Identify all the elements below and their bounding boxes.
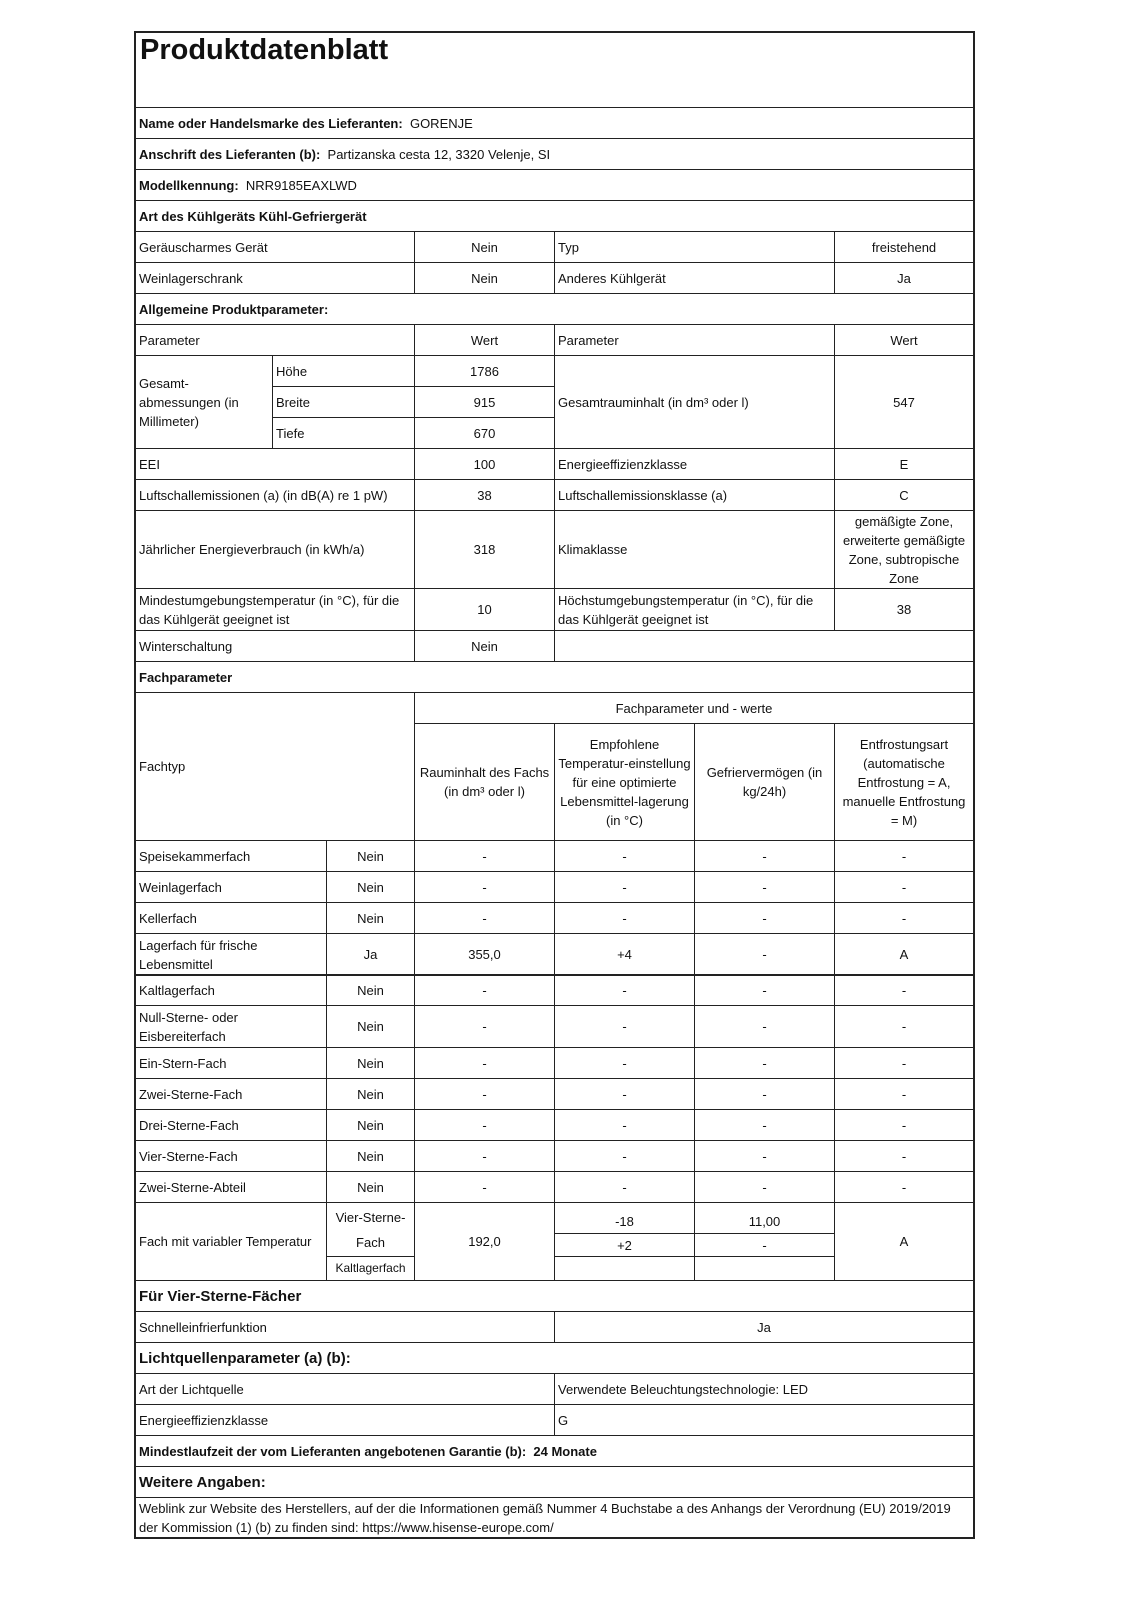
compartment-present: Nein [326,1171,415,1203]
compartment-name: Zwei-Sterne-Abteil [135,1171,327,1203]
compartment-name: Zwei-Sterne-Fach [135,1078,327,1110]
supplier-name-row [135,107,974,139]
noise-class-label: Luftschallemissionsklasse (a) [554,479,835,511]
height-label: Höhe [272,355,415,387]
other-device-label: Anderes Kühlgerät [554,262,835,294]
compartment-freeze: - [694,933,835,976]
winter-value: Nein [414,630,555,662]
compartment-volume: - [414,1005,555,1048]
total-volume-value: 547 [834,355,974,449]
col-value-header-2: Wert [834,324,974,356]
compartment-name: Kaltlagerfach [135,974,327,1006]
compartment-name: Kellerfach [135,902,327,934]
device-type-heading: Art des Kühlgeräts Kühl-Gefriergerät [135,200,974,232]
title-text: Produktdatenblatt [140,34,389,66]
light-class-label: Energieeffizienzklasse [135,1404,555,1436]
compartment-present: Nein [326,974,415,1006]
compartment-defrost: - [834,902,974,934]
page-title [135,32,974,108]
energy-class-label: Energieeffizienzklasse [554,448,835,480]
quiet-device-value: Nein [414,231,555,263]
compartment-name: Weinlagerfach [135,871,327,903]
compartment-volume: 355,0 [414,933,555,976]
compartment-freeze: - [694,1140,835,1172]
compartment-volume: - [414,902,555,934]
energy-class-value: E [834,448,974,480]
total-volume-label: Gesamtrauminhalt (in dm³ oder l) [554,355,835,449]
compartment-volume: - [414,974,555,1006]
compartment-freeze: - [694,871,835,903]
model-value: NRR9185EAXLWD [245,177,357,193]
noise-label: Luftschallemissionen (a) (in dB(A) re 1 pW) [135,479,415,511]
compartment-defrost: - [834,1047,974,1079]
noise-value: 38 [414,479,555,511]
model-label: Modellkennung: [139,177,239,193]
compartment-present: Nein [326,1047,415,1079]
compartment-volume: - [414,1047,555,1079]
compartments-heading: Fachparameter [135,661,974,693]
general-params-heading: Allgemeine Produktparameter: [135,293,974,325]
col-defrost-header: Entfrostungsart (automatische Entfrostung = A, manuelle Entfrostung = M) [834,723,974,841]
variable-sub2-label: Kaltlagerfach [326,1256,415,1281]
type-label: Typ [554,231,835,263]
compartment-present: Nein [326,1005,415,1048]
eei-value: 100 [414,448,555,480]
four-star-heading: Für Vier-Sterne-Fächer [135,1280,974,1312]
supplier-address-label: Anschrift des Lieferanten (b): [139,146,321,162]
winter-empty-cell [554,630,974,662]
wine-cabinet-value: Nein [414,262,555,294]
col-parameter-header: Parameter [135,324,415,356]
compartment-defrost: - [834,1109,974,1141]
min-temp-value: 10 [414,588,555,631]
supplier-address-value: Partizanska cesta 12, 3320 Velenje, SI [327,146,551,162]
warranty-text: Mindestlaufzeit der vom Lieferanten angebotenen Garantie (b): 24 Monate [135,1435,974,1467]
variable-temp-3 [554,1256,695,1281]
variable-freeze-3 [694,1256,835,1281]
compartment-freeze: - [694,1078,835,1110]
variable-volume-value: 192,0 [414,1202,555,1281]
other-device-value: Ja [834,262,974,294]
col-value-header: Wert [414,324,555,356]
further-heading: Weitere Angaben: [135,1466,974,1498]
col-freeze-header: Gefriervermögen (in kg/24h) [694,723,835,841]
compartment-temp: - [554,1140,695,1172]
supplier-name-label: Name oder Handelsmarke des Lieferanten: [139,115,403,131]
compartment-name: Speisekammerfach [135,840,327,872]
compartment-present: Nein [326,1109,415,1141]
compartment-freeze: - [694,1171,835,1203]
compartment-present: Nein [326,902,415,934]
compartment-freeze: - [694,974,835,1006]
compartment-name: Ein-Stern-Fach [135,1047,327,1079]
compartment-name: Null-Sterne- oder Eisbereiterfach [135,1005,327,1048]
fachtyp-header: Fachtyp [135,692,415,841]
compartment-volume: - [414,1078,555,1110]
compartment-freeze: - [694,1109,835,1141]
variable-sub1-label: Vier-Sterne-Fach [326,1202,415,1257]
compartment-present: Nein [326,1140,415,1172]
max-temp-label: Höchstumgebungstemperatur (in °C), für die das Kühlgerät geeignet ist [554,588,835,631]
light-type-label: Art der Lichtquelle [135,1373,555,1405]
compartment-temp: - [554,1078,695,1110]
compartment-temp: - [554,902,695,934]
compartment-group-header: Fachparameter und - werte [414,692,974,724]
weblink-text: Weblink zur Website des Herstellers, auf der die Informationen gemäß Nummer 4 Buchstabe a des Anhangs der Verordnung (EU) 2019/2019 der Kommission (1) (b) zu finden sind: https://www.hisense-europe.com/ [135,1497,974,1539]
compartment-defrost: - [834,1078,974,1110]
type-value: freistehend [834,231,974,263]
compartment-freeze: - [694,1005,835,1048]
compartment-temp: +4 [554,933,695,976]
compartment-volume: - [414,1171,555,1203]
light-class-value: G [554,1404,974,1436]
compartment-present: Nein [326,871,415,903]
height-value: 1786 [414,355,555,387]
dimensions-label: Gesamt-abmessungen (in Millimeter) [135,355,273,449]
variable-temp-1: -18 [554,1202,695,1234]
compartment-present: Ja [326,933,415,976]
noise-class-value: C [834,479,974,511]
col-volume-header: Rauminhalt des Fachs (in dm³ oder l) [414,723,555,841]
variable-compartment-label: Fach mit variabler Temperatur [135,1202,327,1281]
depth-value: 670 [414,417,555,449]
compartment-volume: - [414,871,555,903]
variable-freeze-2: - [694,1233,835,1257]
compartment-defrost: - [834,840,974,872]
annual-energy-value: 318 [414,510,555,589]
variable-temp-2: +2 [554,1233,695,1257]
compartment-defrost: - [834,1005,974,1048]
compartment-temp: - [554,1005,695,1048]
compartment-present: Nein [326,1078,415,1110]
climate-class-value: gemäßigte Zone, erweiterte gemäßigte Zone, subtropische Zone [834,510,974,589]
supplier-name-value: GORENJE [409,115,473,131]
quiet-device-label: Geräuscharmes Gerät [135,231,415,263]
supplier-address-row [135,138,974,170]
compartment-defrost: A [834,933,974,976]
compartment-temp: - [554,1047,695,1079]
compartment-temp: - [554,840,695,872]
model-row [135,169,974,201]
width-label: Breite [272,386,415,418]
compartment-volume: - [414,1109,555,1141]
eei-label: EEI [135,448,415,480]
light-type-value: Verwendete Beleuchtungstechnologie: LED [554,1373,974,1405]
compartment-name: Vier-Sterne-Fach [135,1140,327,1172]
compartment-name: Drei-Sterne-Fach [135,1109,327,1141]
min-temp-label: Mindestumgebungstemperatur (in °C), für die das Kühlgerät geeignet ist [135,588,415,631]
col-parameter-header-2: Parameter [554,324,835,356]
fast-freeze-value: Ja [554,1311,974,1343]
compartment-temp: - [554,1171,695,1203]
variable-freeze-1: 11,00 [694,1202,835,1234]
light-heading: Lichtquellenparameter (a) (b): [135,1342,974,1374]
width-value: 915 [414,386,555,418]
wine-cabinet-label: Weinlagerschrank [135,262,415,294]
compartment-temp: - [554,871,695,903]
depth-label: Tiefe [272,417,415,449]
fast-freeze-label: Schnelleinfrierfunktion [135,1311,555,1343]
compartment-temp: - [554,974,695,1006]
compartment-volume: - [414,1140,555,1172]
compartment-defrost: - [834,974,974,1006]
compartment-freeze: - [694,902,835,934]
col-temp-header: Empfohlene Temperatur-einstellung für eine optimierte Lebensmittel-lagerung (in °C) [554,723,695,841]
compartment-freeze: - [694,1047,835,1079]
compartment-defrost: - [834,1171,974,1203]
compartment-defrost: - [834,1140,974,1172]
compartment-freeze: - [694,840,835,872]
compartment-name: Lagerfach für frische Lebensmittel [135,933,327,976]
compartment-defrost: - [834,871,974,903]
compartment-temp: - [554,1109,695,1141]
climate-class-label: Klimaklasse [554,510,835,589]
max-temp-value: 38 [834,588,974,631]
compartment-volume: - [414,840,555,872]
compartment-present: Nein [326,840,415,872]
variable-defrost-value: A [834,1202,974,1281]
annual-energy-label: Jährlicher Energieverbrauch (in kWh/a) [135,510,415,589]
winter-label: Winterschaltung [135,630,415,662]
